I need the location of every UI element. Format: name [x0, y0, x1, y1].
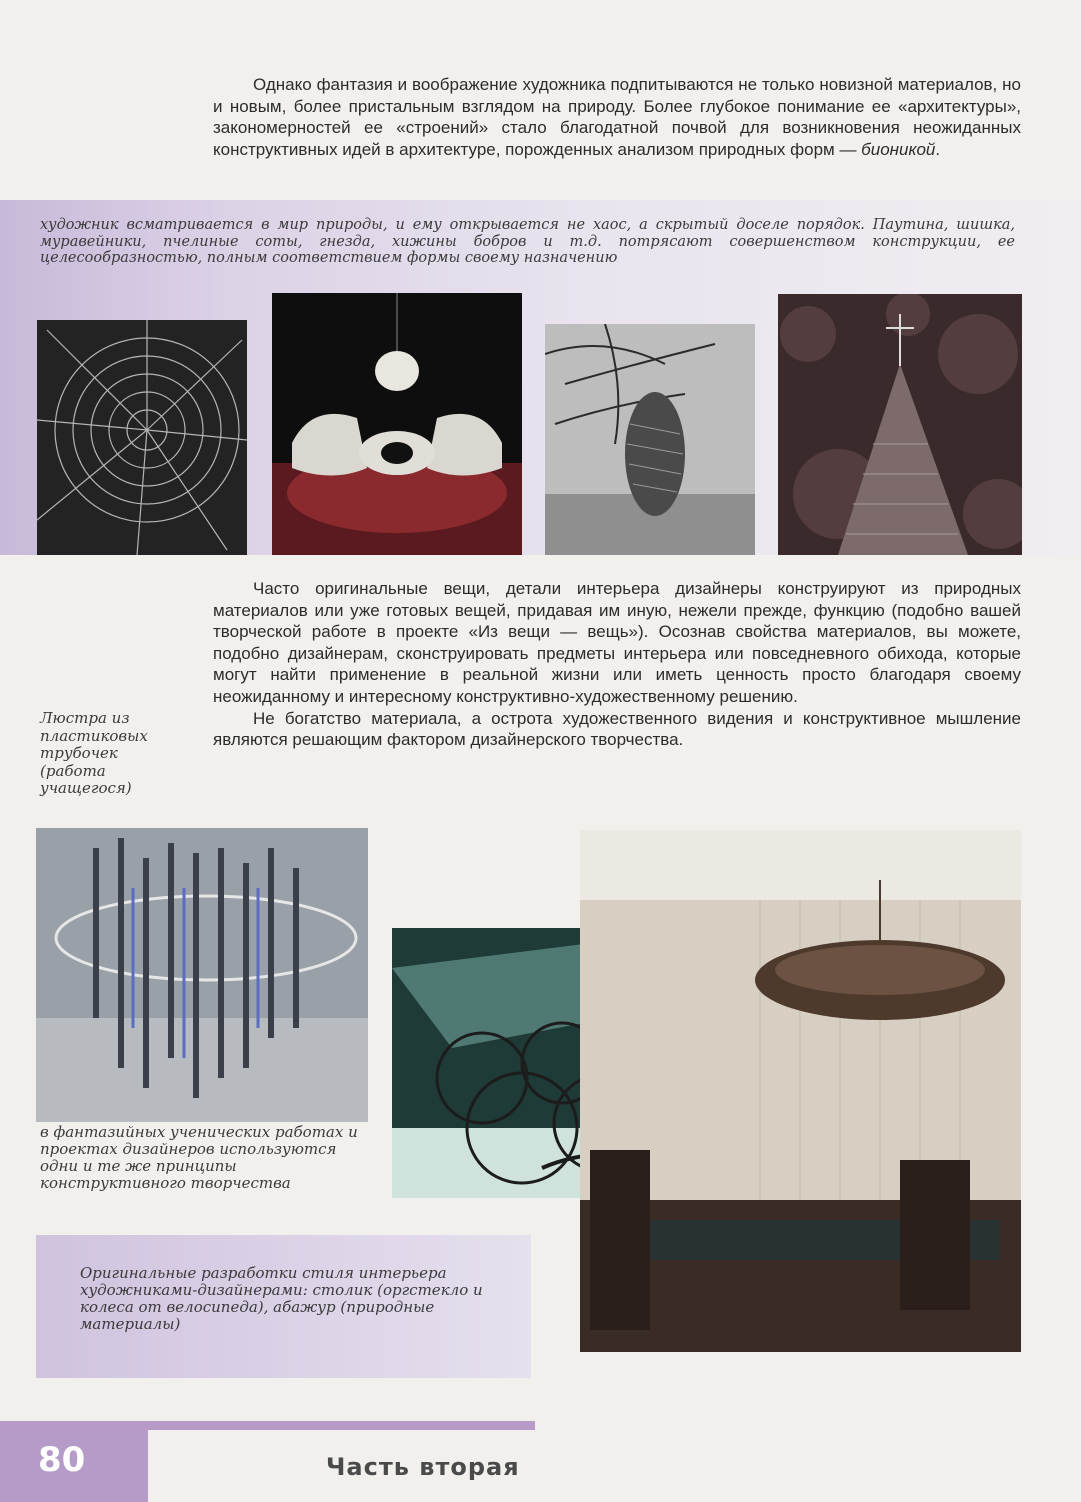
- intro-paragraph: [213, 74, 1021, 160]
- page-number: 80: [38, 1440, 86, 1480]
- main-paragraph-2: Не богатство материала, а острота художественного видения и конструктивное мышление являются решающим фактором дизайнерского творчества.: [213, 708, 1021, 750]
- chandelier-caption: Люстра из пластиковых трубочек (работа учащегося): [40, 709, 148, 797]
- nature-caption: художник всматривается в мир природы, и ему открывается не хаос, а скрытый доселе порядок. Паутина, шишка, муравейники, пчелиные соты, гнезда, хижины бобров и т.д. потрясают совершенством конструкции, ее целесообразностью, полным соответствием формы своему назначению: [40, 217, 1015, 266]
- main-text: [213, 578, 1021, 751]
- tower-roof-photo: [778, 294, 1022, 555]
- part-title: Часть вторая: [326, 1453, 520, 1481]
- intro-text: Однако фантазия и воображение художника подпитываются не только новизной материалов, но и новым, более пристальным взглядом на природу. Более глубокое понимание ее «архитектуры», закономерностей ее «строений» стало благодатной почвой для возникновения неожиданных конструктивных идей в архитектуре, порожденных анализом природных форм —: [213, 75, 1021, 159]
- chairs-interior-photo: [272, 293, 522, 555]
- hanging-lamp-photo: [580, 830, 1021, 1352]
- pine-cone-photo: [545, 324, 755, 555]
- main-paragraph-1: Часто оригинальные вещи, детали интерьера дизайнеры конструируют из природных материалов или уже готовых вещей, придавая им иную, нежели прежде, функцию (подобно вашей творческой работе в проекте «Из вещи — вещь»). Осознав свойства материалов, вы можете, подобно дизайнерам, сконструировать предметы интерьера или повседневного обихода, которые могут найти применение в реальной жизни или иметь ценность просто благодаря своему неожиданному и интересному конструктивно-художественному решению.: [213, 579, 1021, 706]
- intro-text-end: .: [935, 139, 941, 159]
- intro-emphasis: бионикой: [861, 139, 936, 159]
- chandelier-photo: [36, 828, 368, 1122]
- spider-web-photo: [37, 320, 247, 555]
- footer-bar: [0, 1421, 535, 1430]
- works-caption: в фантазийных ученических работах и проектах дизайнеров используются одни и те же принципы конструктивного творчества: [40, 1123, 358, 1192]
- designers-caption: Оригинальные разработки стиля интерьера художниками-дизайнерами: столик (оргстекло и колеса от велосипеда), абажур (природные материалы): [80, 1264, 483, 1333]
